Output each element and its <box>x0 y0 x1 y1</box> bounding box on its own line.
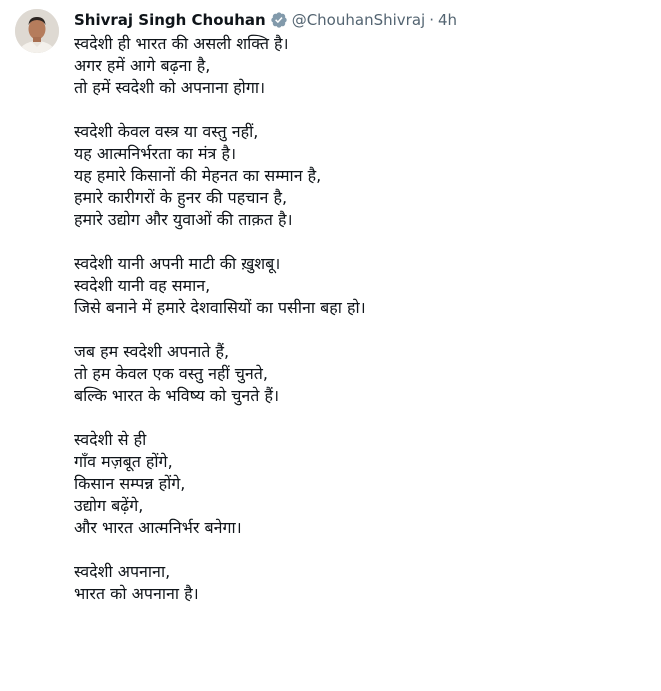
text-line: तो हम केवल एक वस्तु नहीं चुनते, <box>74 364 269 383</box>
text-line: हमारे कारीगरों के हुनर की पहचान है, <box>74 188 288 207</box>
stanza <box>74 33 644 99</box>
text-line: और भारत आत्मनिर्भर बनेगा। <box>74 518 242 537</box>
tweet-header <box>74 9 457 31</box>
text-line: जिसे बनाने में हमारे देशवासियों का पसीना बहा हो। <box>74 298 366 317</box>
avatar[interactable] <box>15 9 59 53</box>
stanza <box>74 429 644 539</box>
text-line: उद्योग बढ़ेंगे, <box>74 496 144 515</box>
stanza <box>74 121 644 231</box>
separator-dot: · <box>429 11 434 29</box>
text-line: अगर हमें आगे बढ़ना है, <box>74 56 211 75</box>
text-line: तो हमें स्वदेशी को अपनाना होगा। <box>74 78 266 97</box>
text-line: स्वदेशी ही भारत की असली शक्ति है। <box>74 34 289 53</box>
stanza <box>74 341 644 407</box>
timestamp[interactable]: 4h <box>437 11 458 29</box>
author-name[interactable]: Shivraj Singh Chouhan <box>74 11 266 29</box>
text-line: जब हम स्वदेशी अपनाते हैं, <box>74 342 230 361</box>
text-line: भारत को अपनाना है। <box>74 584 199 603</box>
text-line: स्वदेशी यानी वह समान, <box>74 276 211 295</box>
stanza <box>74 253 644 319</box>
text-line: स्वदेशी केवल वस्त्र या वस्तु नहीं, <box>74 122 259 141</box>
text-line: स्वदेशी से ही <box>74 430 147 449</box>
text-line: स्वदेशी अपनाना, <box>74 562 171 581</box>
author-handle[interactable]: @ChouhanShivraj <box>291 11 426 29</box>
text-line: किसान सम्पन्न होंगे, <box>74 474 186 493</box>
tweet-text <box>74 33 644 627</box>
text-line: बल्कि भारत के भविष्य को चुनते हैं। <box>74 386 280 405</box>
verified-badge-icon[interactable] <box>270 11 288 29</box>
text-line: यह हमारे किसानों की मेहनत का सम्मान है, <box>74 166 322 185</box>
text-line: यह आत्मनिर्भरता का मंत्र है। <box>74 144 237 163</box>
text-line: स्वदेशी यानी अपनी माटी की ख़ुशबू। <box>74 254 281 273</box>
stanza <box>74 561 644 605</box>
text-line: गाँव मज़बूत होंगे, <box>74 452 173 471</box>
avatar-portrait-icon <box>15 9 59 53</box>
text-line: हमारे उद्योग और युवाओं की ताक़त है। <box>74 210 293 229</box>
